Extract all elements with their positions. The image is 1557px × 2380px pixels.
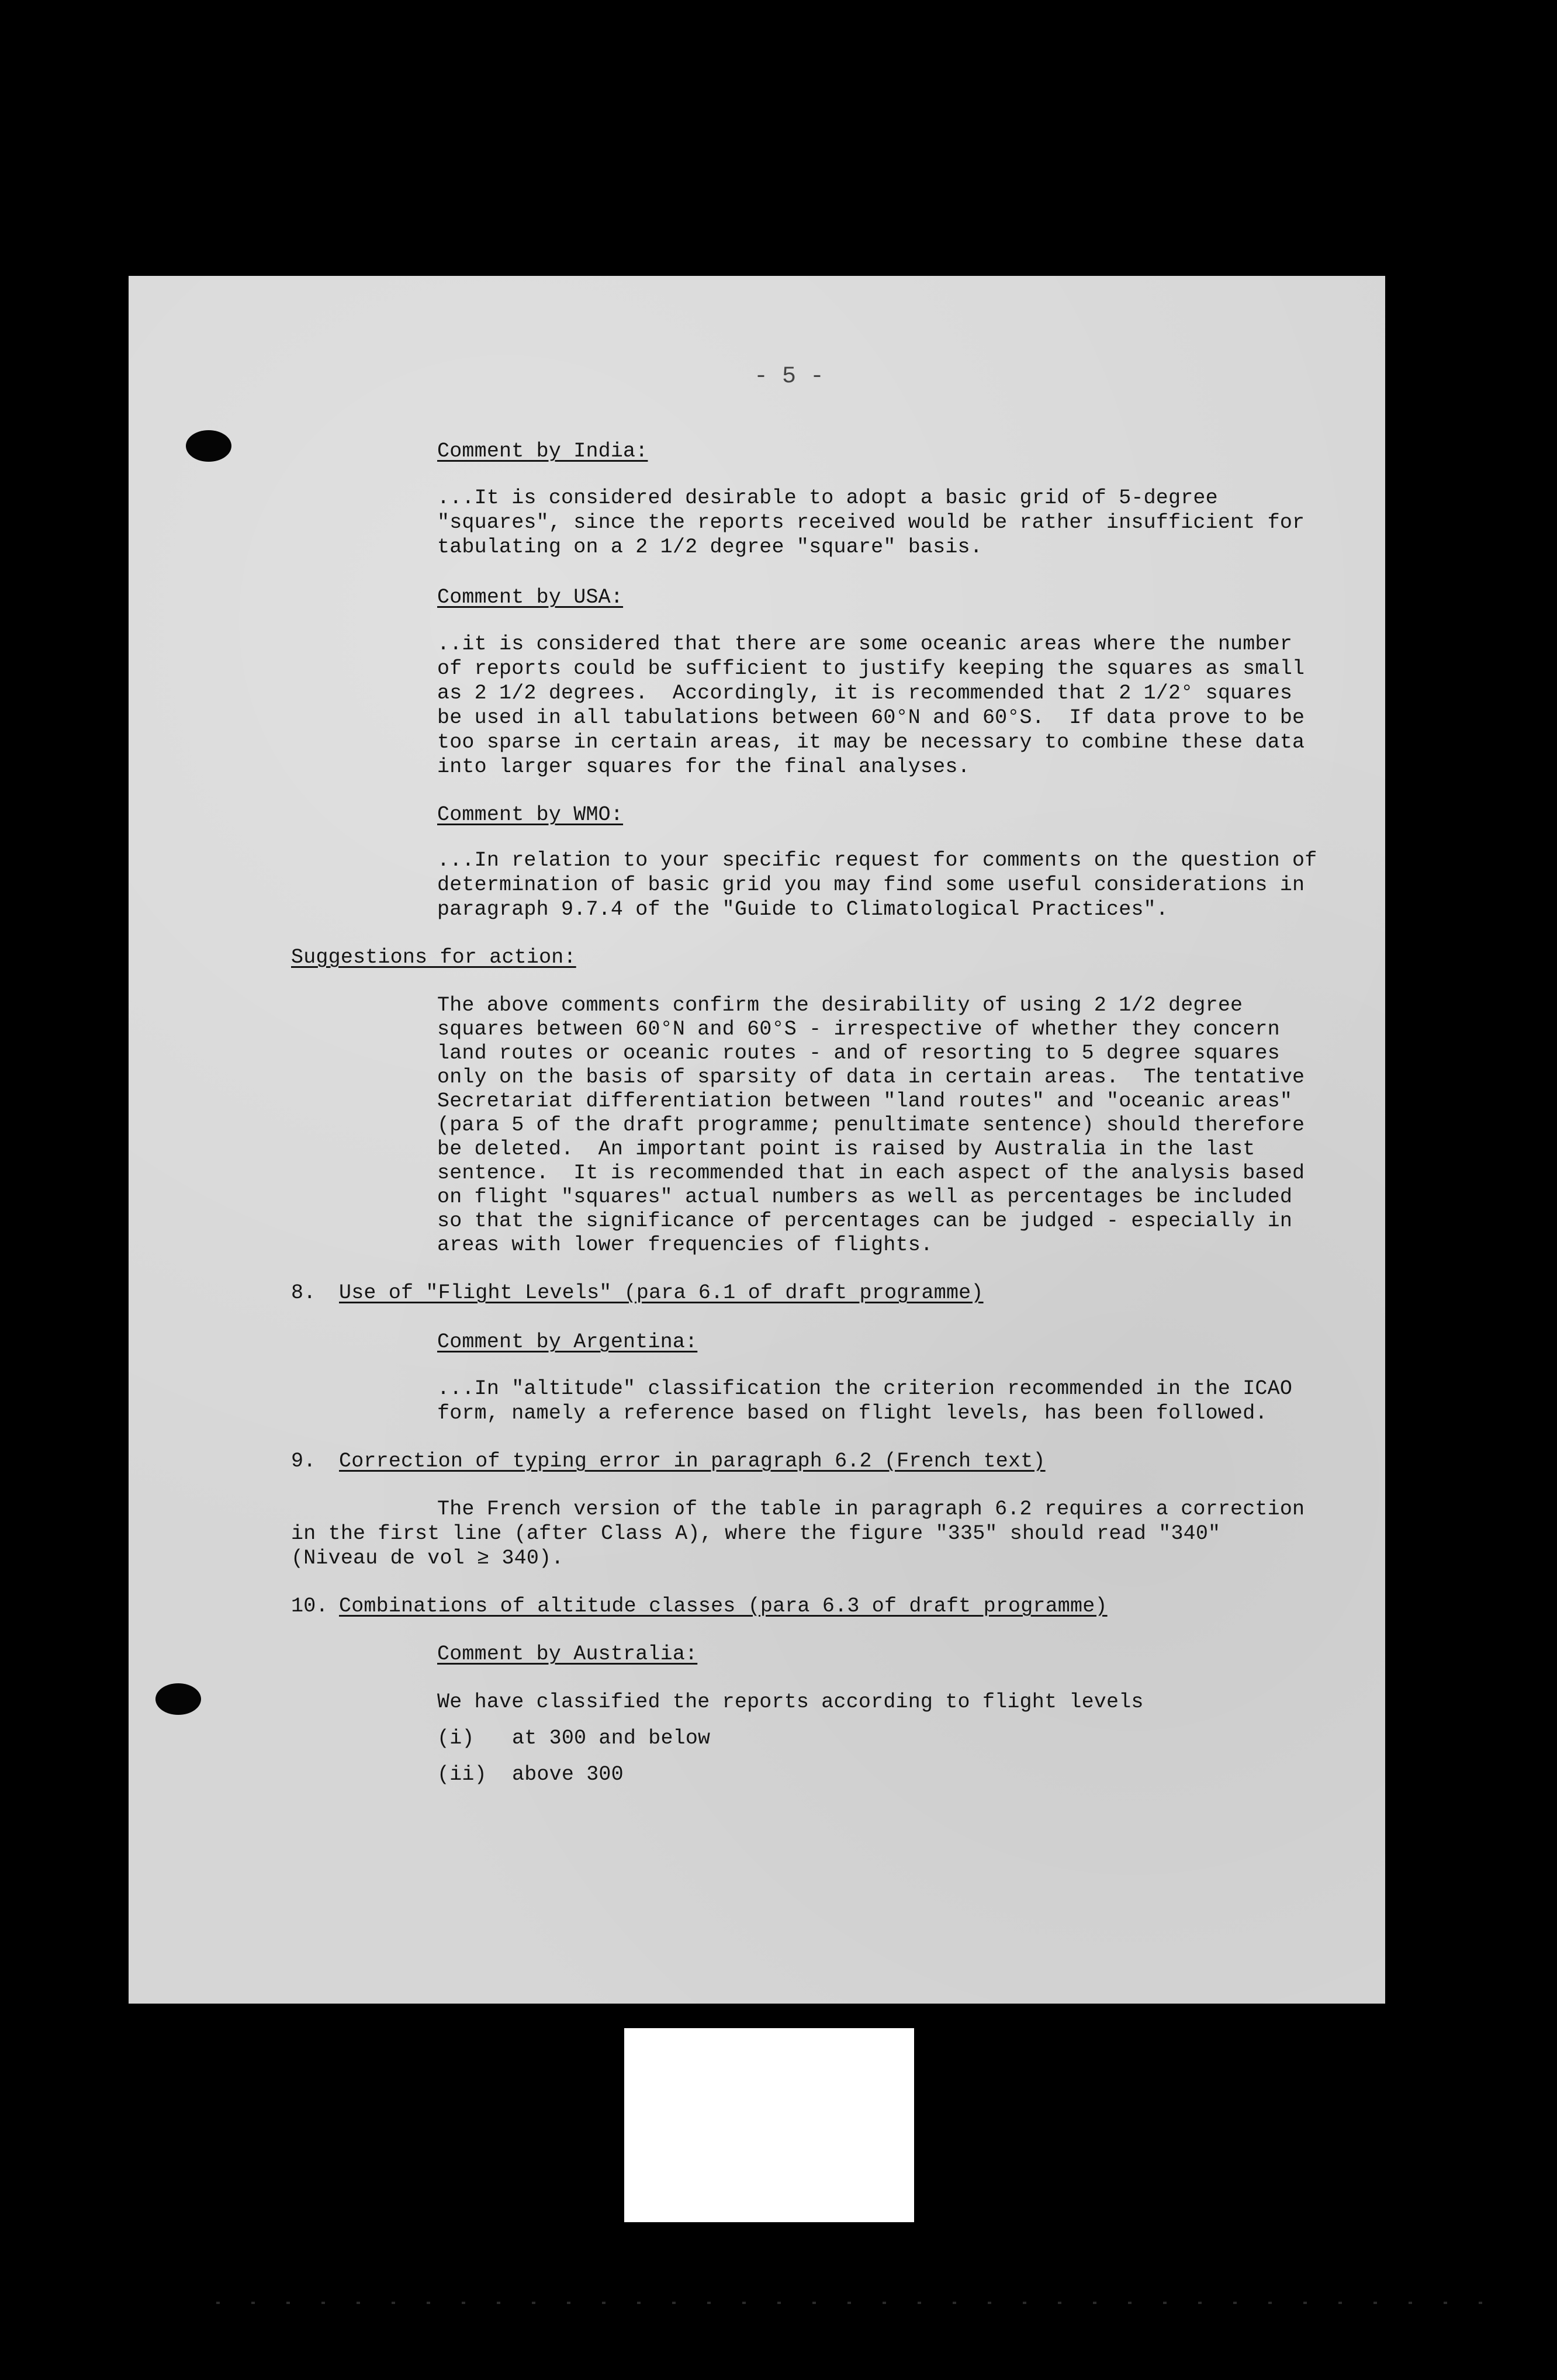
- section-10-number: 10.: [291, 1594, 328, 1618]
- australia-intro: We have classified the reports according to flight levels: [437, 1690, 1144, 1714]
- argentina-line: ...In "altitude" classification the criterion recommended in the ICAO: [437, 1377, 1293, 1400]
- suggestions-line: be deleted. An important point is raised by Australia in the last: [437, 1137, 1255, 1161]
- list-item-label: (ii): [437, 1763, 487, 1786]
- page-number: - 5 -: [754, 364, 825, 390]
- section-9-line: The French version of the table in paragraph 6.2 requires a correction: [437, 1497, 1305, 1521]
- argentina-line: form, namely a reference based on flight levels, has been followed.: [437, 1402, 1268, 1425]
- suggestions-line: areas with lower frequencies of flights.: [437, 1233, 933, 1257]
- suggestions-line: The above comments confirm the desirability of using 2 1/2 degree: [437, 994, 1243, 1017]
- section-9-title: Correction of typing error in paragraph 6.2 (French text): [339, 1450, 1046, 1473]
- usa-line: too sparse in certain areas, it may be necessary to combine these data: [437, 731, 1305, 754]
- suggestions-line: sentence. It is recommended that in each aspect of the analysis based: [437, 1161, 1305, 1185]
- usa-line: into larger squares for the final analyses.: [437, 755, 970, 779]
- india-line: tabulating on a 2 1/2 degree "square" basis.: [437, 535, 982, 559]
- argentina-heading: Comment by Argentina:: [437, 1330, 698, 1354]
- scan-artifact: [216, 2302, 1502, 2304]
- suggestions-line: squares between 60°N and 60°S - irrespective of whether they concern: [437, 1018, 1280, 1041]
- section-8-number: 8.: [291, 1281, 316, 1305]
- india-line: ...It is considered desirable to adopt a basic grid of 5-degree: [437, 486, 1218, 510]
- punch-hole-top: [186, 430, 231, 462]
- list-item-text: above 300: [512, 1763, 624, 1786]
- suggestions-line: Secretariat differentiation between "land routes" and "oceanic areas": [437, 1089, 1293, 1113]
- usa-line: as 2 1/2 degrees. Accordingly, it is recommended that 2 1/2° squares: [437, 682, 1293, 705]
- australia-heading: Comment by Australia:: [437, 1642, 698, 1666]
- list-item-label: (i): [437, 1727, 475, 1750]
- suggestions-line: (para 5 of the draft programme; penultimate sentence) should therefore: [437, 1113, 1305, 1137]
- suggestions-line: land routes or oceanic routes - and of resorting to 5 degree squares: [437, 1042, 1280, 1065]
- india-heading: Comment by India:: [437, 440, 648, 463]
- suggestions-line: so that the significance of percentages can be judged - especially in: [437, 1209, 1293, 1233]
- india-line: "squares", since the reports received would be rather insufficient for: [437, 511, 1305, 534]
- section-10-title: Combinations of altitude classes (para 6.3 of draft programme): [339, 1594, 1108, 1618]
- usa-heading: Comment by USA:: [437, 586, 624, 609]
- blank-label: [624, 2028, 914, 2222]
- list-item-text: at 300 and below: [512, 1727, 711, 1750]
- wmo-heading: Comment by WMO:: [437, 803, 624, 826]
- section-9-line: in the first line (after Class A), where the figure "335" should read "340": [291, 1522, 1221, 1545]
- suggestions-line: only on the basis of sparsity of data in certain areas. The tentative: [437, 1066, 1305, 1089]
- suggestions-heading: Suggestions for action:: [291, 946, 576, 969]
- usa-line: be used in all tabulations between 60°N and 60°S. If data prove to be: [437, 706, 1305, 729]
- section-9-line: (Niveau de vol ≥ 340).: [291, 1547, 564, 1570]
- usa-line: ..it is considered that there are some oceanic areas where the number: [437, 632, 1293, 656]
- wmo-line: determination of basic grid you may find some useful considerations in: [437, 873, 1305, 897]
- suggestions-line: on flight "squares" actual numbers as well as percentages be included: [437, 1185, 1293, 1209]
- wmo-line: ...In relation to your specific request for comments on the question of: [437, 849, 1317, 872]
- section-8-title: Use of "Flight Levels" (para 6.1 of draft programme): [339, 1281, 984, 1305]
- section-9-number: 9.: [291, 1450, 316, 1473]
- usa-line: of reports could be sufficient to justify keeping the squares as small: [437, 657, 1305, 680]
- wmo-line: paragraph 9.7.4 of the "Guide to Climatological Practices".: [437, 898, 1169, 921]
- punch-hole-bottom: [155, 1683, 201, 1715]
